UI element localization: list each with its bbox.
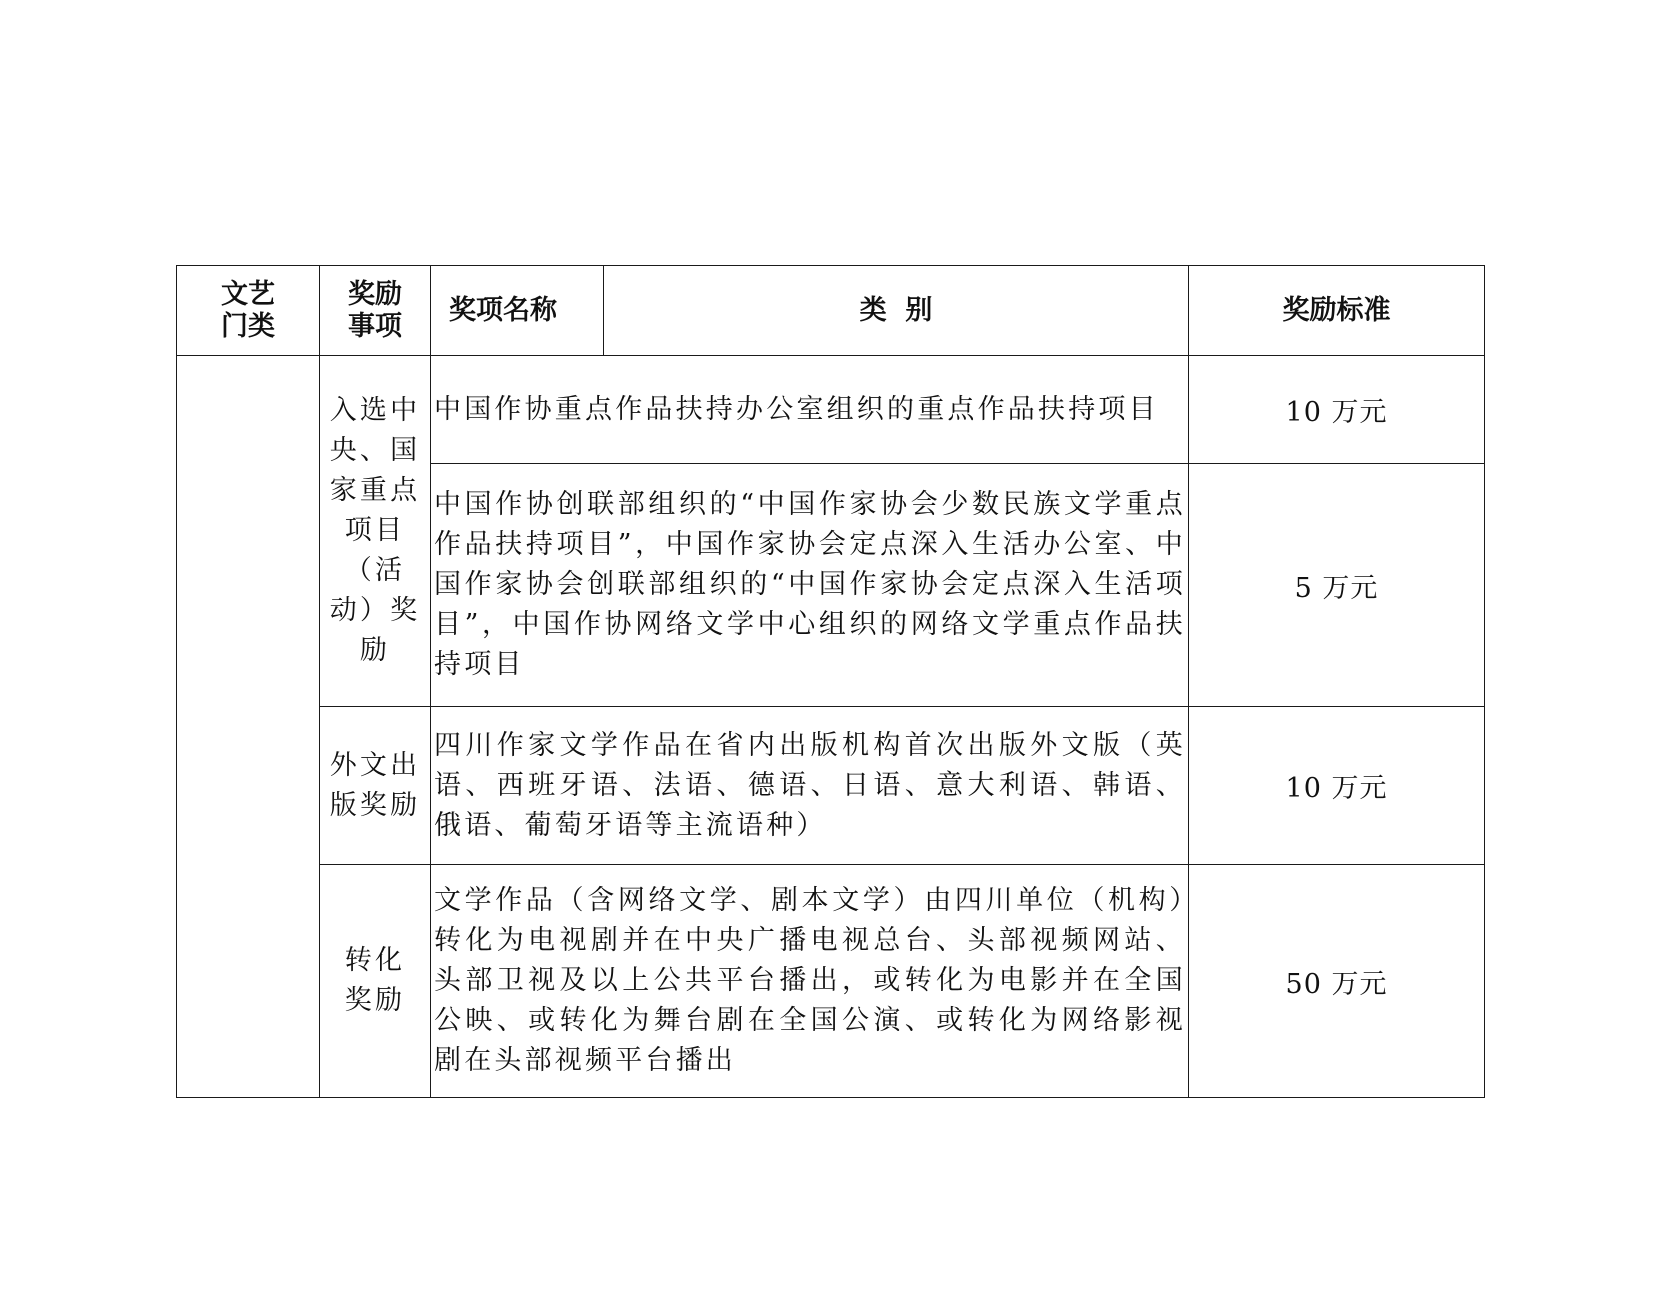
standard-cell: 50 万元 (1189, 865, 1485, 1098)
header-award-name: 奖项名称 (431, 266, 604, 356)
award-standards-table (176, 265, 1485, 1098)
header-category: 文艺 门类 (177, 266, 320, 356)
header-row (177, 266, 1485, 356)
matter-cell: 外文出版奖励 (320, 707, 431, 865)
description-cell: 中国作协创联部组织的“中国作家协会少数民族文学重点作品扶持项目”，中国作家协会定点深入生活办公室、中国作家协会创联部组织的“中国作家协会定点深入生活项目”，中国作协网络文学中心组织的网络文学重点作品扶持项目 (431, 464, 1189, 707)
standard-cell: 5 万元 (1189, 464, 1485, 707)
header-type: 类 别 (604, 266, 1189, 356)
table-row (177, 865, 1485, 1098)
description-cell: 中国作协重点作品扶持办公室组织的重点作品扶持项目 (431, 356, 1189, 464)
table-row (177, 356, 1485, 464)
matter-cell: 转化 奖励 (320, 865, 431, 1098)
category-cell (177, 356, 320, 1098)
standard-cell: 10 万元 (1189, 356, 1485, 464)
description-cell: 文学作品（含网络文学、剧本文学）由四川单位（机构）转化为电视剧并在中央广播电视总台、头部视频网站、头部卫视及以上公共平台播出，或转化为电影并在全国公映、或转化为舞台剧在全国公演、或转化为网络影视剧在头部视频平台播出 (431, 865, 1189, 1098)
matter-cell: 入选中央、国家重点项目（活动）奖励 (320, 356, 431, 707)
header-standard: 奖励标准 (1189, 266, 1485, 356)
header-matter: 奖励 事项 (320, 266, 431, 356)
description-cell: 四川作家文学作品在省内出版机构首次出版外文版（英语、西班牙语、法语、德语、日语、意大利语、韩语、俄语、葡萄牙语等主流语种） (431, 707, 1189, 865)
standard-cell: 10 万元 (1189, 707, 1485, 865)
table-row (177, 707, 1485, 865)
